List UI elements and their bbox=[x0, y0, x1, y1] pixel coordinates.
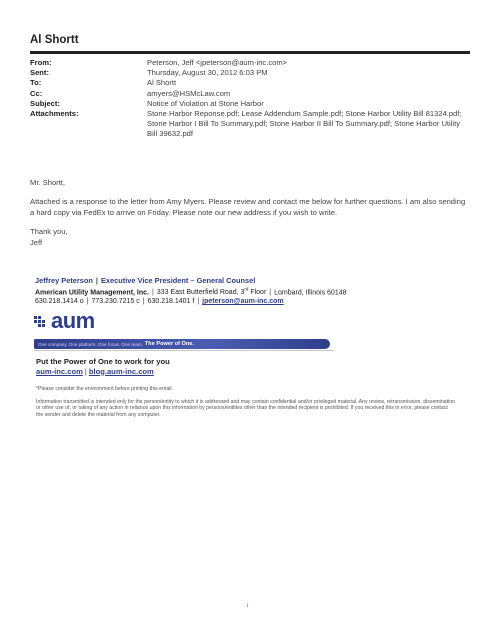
header-row-to bbox=[30, 78, 470, 88]
street-address bbox=[157, 289, 266, 296]
address-floor: Floor bbox=[248, 289, 267, 297]
tagline-banner bbox=[34, 339, 330, 349]
banner-slogan: The Power of One. bbox=[144, 341, 194, 347]
address-street: 333 East Butterfield Road, 3 bbox=[156, 289, 245, 297]
signature-name-line bbox=[35, 276, 475, 285]
header-label: Attachments: bbox=[30, 109, 79, 119]
separator: | bbox=[269, 289, 272, 297]
aum-logo-mark-icon bbox=[34, 315, 48, 327]
header-row-from bbox=[30, 58, 470, 68]
signature-phone-line bbox=[35, 297, 475, 306]
city-address: Lombard, Illinois 60148 bbox=[274, 289, 347, 297]
header-row-cc bbox=[30, 89, 470, 99]
header-divider bbox=[30, 51, 470, 54]
header-row-subject bbox=[30, 99, 470, 109]
phone-cell: 773.230.7215 c bbox=[91, 298, 140, 306]
email-body bbox=[30, 178, 470, 257]
separator: | bbox=[151, 289, 154, 297]
signature-company-line bbox=[35, 285, 475, 297]
greeting: Mr. Shortt, bbox=[30, 178, 66, 187]
logo-text: aum bbox=[51, 308, 95, 333]
aum-logo bbox=[34, 309, 95, 333]
email-signature bbox=[35, 276, 475, 306]
address-ordinal: rd bbox=[244, 287, 249, 292]
promo-block bbox=[36, 357, 170, 376]
environment-note: *Please consider the environment before printing this email. bbox=[36, 386, 173, 392]
email-header bbox=[30, 58, 470, 140]
header-label: Sent: bbox=[30, 68, 49, 78]
attachments-list: Stone Harbor Reponse.pdf; Lease Addendum Sample.pdf; Stone Harbor Utility Bill 81324.pdf; Stone Harbor I Bill To Summary.pdf; Stone Harbor II Bill To Summary.pdf; Stone Harbor Utility Bill 39632.pdf bbox=[147, 109, 462, 139]
signoff: Jeff bbox=[30, 237, 43, 247]
separator: | bbox=[86, 298, 89, 306]
signature-name: Jeffrey Peterson bbox=[35, 276, 93, 285]
phone-office: 630.218.1414 o bbox=[35, 298, 84, 306]
banner-tagline: One company. One platform. One focus. One team. bbox=[38, 341, 143, 347]
body-paragraph: Attached is a response to the letter from Amy Myers. Please review and contact me below for further questions. I am also sending a hard copy via FedEx to arrive on Friday. Please note our new address if you wish to write. bbox=[30, 197, 466, 217]
header-label: Cc: bbox=[30, 88, 43, 98]
separator: | bbox=[197, 298, 200, 306]
signature-email-link[interactable]: jpeterson@aum-inc.com bbox=[202, 298, 284, 306]
confidentiality-notice: Information transmitted is intended only for the person/entity to which it is addressed and may contain confidential and/or privileged material. Any review, retransmission, dissemination or other use of, or taking of any action in reliance upon this information by persons/entities other than the intended recipient is prohibited. If you received this in error, please contact the sender and delete the material from any computer. bbox=[36, 398, 455, 418]
header-row-sent bbox=[30, 68, 470, 78]
phone-fax: 630.218.1401 f bbox=[147, 298, 195, 306]
header-label: From: bbox=[30, 58, 52, 67]
header-label: Subject: bbox=[30, 98, 60, 108]
header-label: To: bbox=[30, 78, 42, 88]
header-row-attachments bbox=[30, 109, 470, 140]
header-value: Notice of Violation at Stone Harbor bbox=[147, 98, 264, 108]
company-name: American Utility Management, Inc. bbox=[35, 289, 149, 297]
header-value: amyers@HSMcLaw.com bbox=[147, 88, 231, 98]
website-link[interactable]: aum-inc.com bbox=[36, 366, 83, 376]
banner-shadow bbox=[34, 350, 334, 351]
fine-print bbox=[36, 386, 456, 424]
separator: | bbox=[142, 298, 145, 306]
separator: | bbox=[84, 366, 87, 376]
header-value: Peterson, Jeff <jpeterson@aum-inc.com> bbox=[147, 58, 288, 67]
separator: | bbox=[95, 276, 98, 285]
signature-title: Executive Vice President – General Counsel bbox=[101, 276, 256, 285]
header-value: Al Shortt bbox=[147, 78, 177, 88]
blog-link[interactable]: blog.aum-inc.com bbox=[88, 366, 154, 376]
closing: Thank you, bbox=[30, 227, 68, 237]
promo-title: Put the Power of One to work for you bbox=[36, 357, 170, 366]
promo-links bbox=[36, 367, 170, 377]
header-value: Thursday, August 30, 2012 6:03 PM bbox=[147, 68, 268, 78]
page-number: 1 bbox=[246, 603, 249, 609]
sender-name: Al Shortt bbox=[30, 34, 79, 46]
